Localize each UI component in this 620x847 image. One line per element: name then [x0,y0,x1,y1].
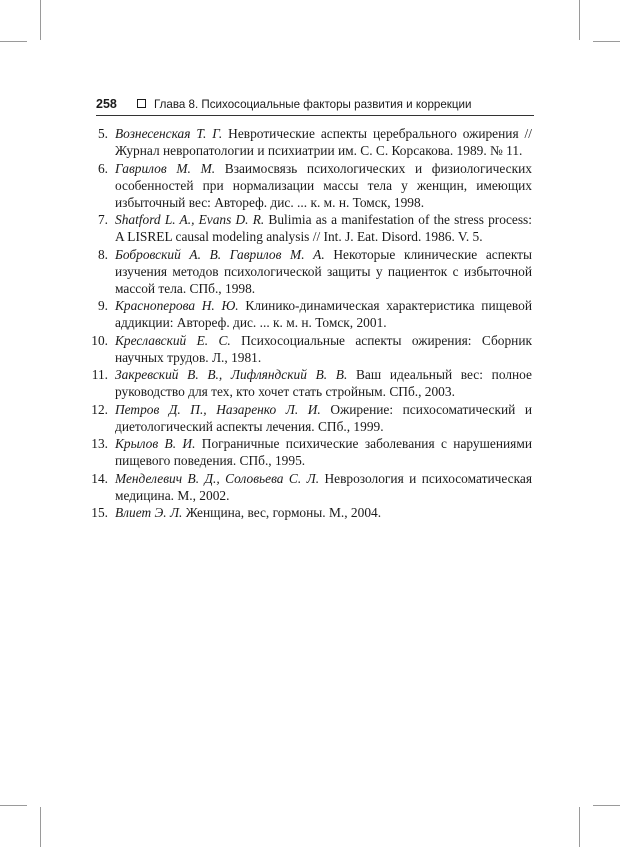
reference-number: 8. [97,246,108,262]
reference-number: 9. [97,298,108,314]
reference-item [88,504,532,521]
running-header [96,96,532,114]
reference-text: Женщина, вес, гормоны. М., 2004. [182,505,382,521]
reference-item [88,211,532,245]
header-rule [96,115,534,116]
reference-text: Взаимосвязь психологических и физиологических особенностей при нормализации массы тела у женщин, имеющих избыточный вес: Автореф. дис. ... к. м. н. Томск, 1998. [115,160,532,210]
reference-authors: Гаврилов М. М. [115,160,216,176]
reference-authors: Shatford L. A., Evans D. R. [115,212,265,228]
reference-list [88,125,532,522]
square-bullet-icon [137,99,146,108]
reference-text: Bulimia as a manifestation of the stress process: A LISREL causal modeling analysis // Int. J. Eat. Disord. 1986. V. 5. [115,212,532,245]
crop-mark-top-right [579,0,580,40]
reference-item [88,401,532,435]
reference-item [88,366,532,400]
reference-authors: Менделевич В. Д., Соловьева С. Л. [115,470,320,486]
reference-text: Неврозология и психосоматическая медицина. М., 2002. [115,470,532,503]
crop-mark-top-left [40,0,41,40]
reference-text: Некоторые клинические аспекты изучения методов психологической защиты у пациенток с избыточной массой тела. СПб., 1998. [115,246,533,296]
reference-number: 10. [91,332,108,348]
reference-item [88,435,532,469]
page-number: 258 [96,97,117,111]
crop-mark-right-bottom [593,805,620,806]
reference-number: 14. [91,470,108,486]
reference-text: Психосоциальные аспекты ожирения: Сборник научных трудов. Л., 1981. [115,332,532,365]
reference-text: Клинико-динамическая характеристика пищевой аддикции: Автореф. дис. ... к. м. н. Томск, 2001. [115,298,532,331]
reference-authors: Вознесенская Т. Г. [115,126,223,141]
reference-number: 6. [97,160,108,176]
reference-item [88,246,532,297]
chapter-title: Глава 8. Психосоциальные факторы развития и коррекции [154,98,472,111]
reference-authors: Влиет Э. Л. [115,505,183,521]
crop-mark-right-top [593,41,620,42]
reference-text: Ваш идеальный вес: полное руководство для тех, кто хочет стать стройным. СПб., 2003. [115,367,532,400]
reference-item [88,297,532,331]
reference-number: 12. [91,401,108,417]
crop-mark-bottom-left [40,807,41,847]
reference-authors: Крылов В. И. [115,436,196,452]
reference-number: 13. [91,436,108,452]
crop-mark-bottom-right [579,807,580,847]
reference-item [88,332,532,366]
reference-text: Ожирение: психосоматический и диетологический аспекты лечения. СПб., 1999. [115,401,532,434]
reference-authors: Бобровский А. В. Гаврилов М. А. [115,246,325,262]
reference-number: 5. [97,126,108,141]
reference-authors: Креславский Е. С. [115,332,231,348]
crop-mark-left-top [0,41,27,42]
reference-text: Невротические аспекты церебрального ожирения // Журнал невропатологии и психиатрии им. С. С. Корсакова. 1989. № 11. [115,126,532,159]
reference-item [88,160,532,211]
reference-number: 7. [97,212,108,228]
reference-item [88,125,532,159]
reference-authors: Закревский В. В., Лифляндский В. В. [115,367,348,383]
reference-authors: Петров Д. П., Назаренко Л. И. [115,401,321,417]
reference-item [88,470,532,504]
crop-mark-left-bottom [0,805,27,806]
reference-text: Пограничные психические заболевания с нарушениями пищевого поведения. СПб., 1995. [115,436,532,469]
reference-number: 15. [91,505,108,521]
reference-authors: Красноперова Н. Ю. [115,298,239,314]
reference-number: 11. [91,367,108,383]
